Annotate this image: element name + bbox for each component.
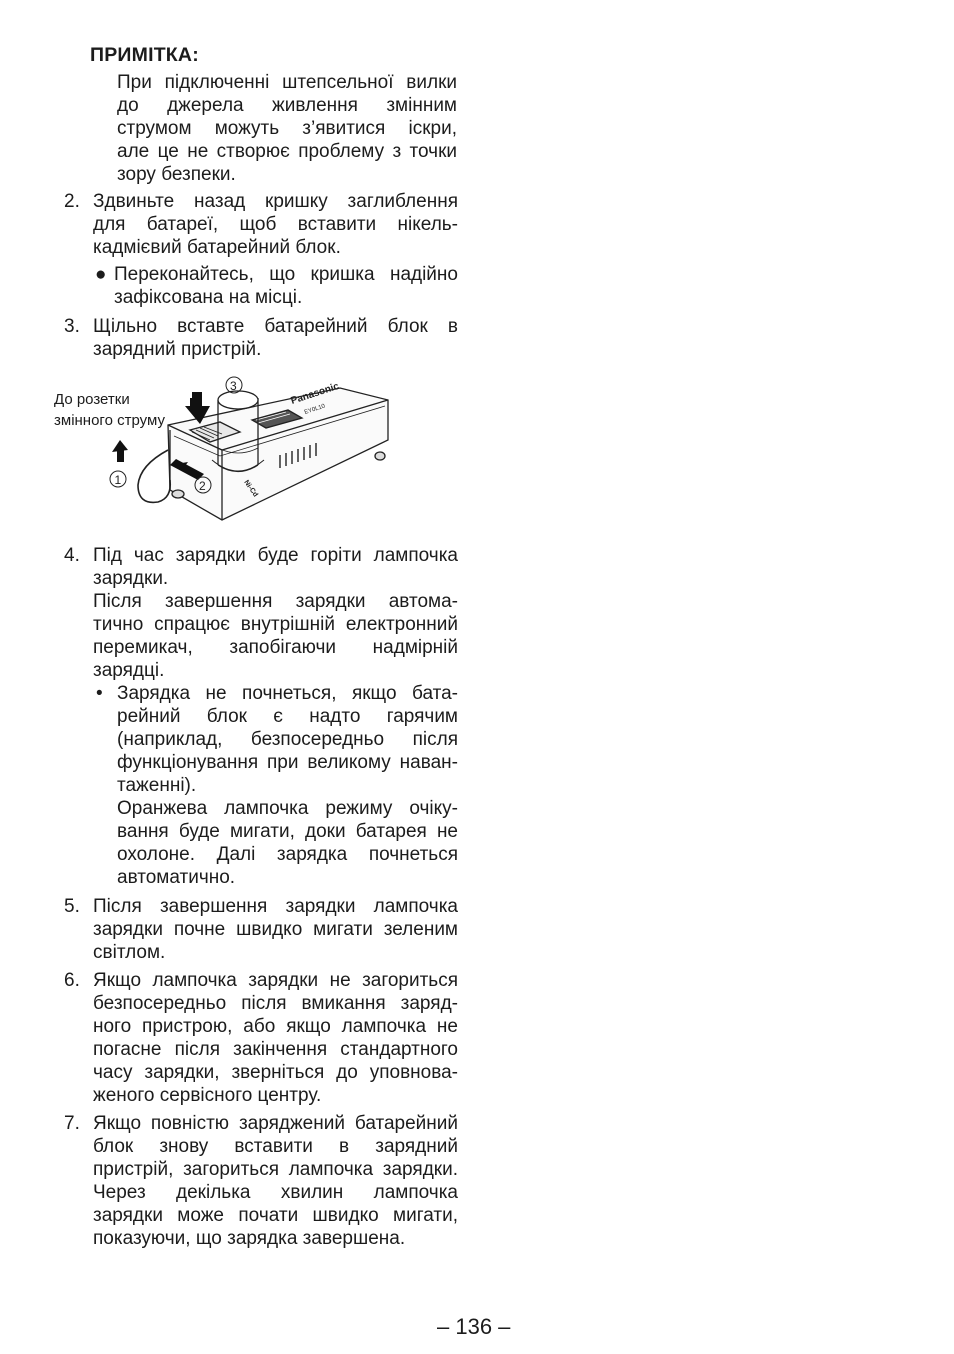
- step-line: безпосередньо після вмикання заряд-: [93, 993, 458, 1014]
- step-para-line: Після завершення зарядки автома-: [93, 591, 458, 612]
- bullet-line: функціонування при великому наван-: [117, 752, 458, 773]
- note-line: При підключенні штепсельної вилки: [117, 72, 457, 93]
- step-number: 3.: [64, 316, 80, 337]
- step-line: часу зарядки, зверніться до уповнова-: [93, 1062, 458, 1083]
- bullet-para-line: вання буде мигати, доки батарея не: [117, 821, 458, 842]
- step-line: Через декілька хвилин лампочка: [93, 1182, 458, 1203]
- step-line: показуючи, що зарядка завершена.: [93, 1228, 406, 1249]
- note-line: зору безпеки.: [117, 164, 236, 185]
- page-number: – 136 –: [437, 1314, 511, 1339]
- bullet-line: зафіксована на місці.: [114, 287, 303, 308]
- note-line: до джерела живлення змінним: [117, 95, 457, 116]
- step-line: блок знову вставити в зарядний: [93, 1136, 458, 1157]
- step-line: женого сервісного центру.: [93, 1085, 322, 1106]
- step-line: ного пристрою, або якщо лампочка не: [93, 1016, 458, 1037]
- bullet-marker: •: [96, 683, 103, 704]
- step-line: погасне після закінчення стандартного: [93, 1039, 458, 1060]
- bullet-para-line: охолоне. Далі зарядка почнеться: [117, 844, 458, 865]
- step-line: Щільно вставте батарейний блок в: [93, 316, 458, 337]
- callout-1: 1: [114, 473, 122, 487]
- outlet-label-line2: змінного струму: [54, 412, 165, 429]
- step-line: Якщо лампочка зарядки не загориться: [93, 970, 458, 991]
- step-number: 2.: [64, 191, 80, 212]
- step-line: для батареї, щоб вставити нікель-: [93, 214, 458, 235]
- step-line: світлом.: [93, 942, 166, 963]
- note-line: але це не створює проблему з точки: [117, 141, 457, 162]
- note-heading: ПРИМІТКА:: [90, 44, 199, 66]
- callout-3: 3: [230, 379, 237, 393]
- bullet-line: Переконайтесь, що кришка надійно: [114, 264, 458, 285]
- bullet-line: рейний блок є надто гарячим: [117, 706, 458, 727]
- step-number: 7.: [64, 1113, 80, 1134]
- bullet-marker: ●: [95, 264, 107, 285]
- bullet-para-line: Оранжева лампочка режиму очіку-: [117, 798, 458, 819]
- bullet-line: таженні).: [117, 775, 197, 796]
- step-number: 5.: [64, 896, 80, 917]
- step-line: Здвиньте назад кришку заглиблення: [93, 191, 458, 212]
- step-number: 6.: [64, 970, 80, 991]
- charger-figure: [40, 370, 400, 545]
- brand-text: Panasonic: [289, 380, 341, 407]
- bullet-para-line: автоматично.: [117, 867, 236, 888]
- model-text: EY0L10: [303, 403, 326, 416]
- callout-2: 2: [199, 479, 206, 493]
- step-line: зарядки може почати швидко мигати,: [93, 1205, 458, 1226]
- battery-type-text: Ni-Cd: [242, 479, 259, 499]
- step-line: зарядки.: [93, 568, 169, 589]
- step-line: пристрій, загориться лампочка зарядки.: [93, 1159, 458, 1180]
- step-line: кадмієвий батарейний блок.: [93, 237, 341, 258]
- bullet-line: (наприклад, безпосередньо після: [117, 729, 458, 750]
- charger-illustration: [40, 370, 400, 545]
- note-line: струмом можуть з’явитися іскри,: [117, 118, 457, 139]
- step-line: Під час зарядки буде горіти лампочка: [93, 545, 458, 566]
- step-line: зарядки почне швидко мигати зеленим: [93, 919, 458, 940]
- outlet-label-line1: До розетки: [54, 391, 130, 408]
- step-para-line: зарядці.: [93, 660, 165, 681]
- bullet-line: Зарядка не почнеться, якщо бата-: [117, 683, 458, 704]
- step-para-line: тично спрацює внутрішній електронний: [93, 614, 458, 635]
- step-number: 4.: [64, 545, 80, 566]
- step-para-line: перемикач, запобігаючи надмірній: [93, 637, 458, 658]
- step-line: зарядний пристрій.: [93, 339, 262, 360]
- step-line: Якщо повністю заряджений батарейний: [93, 1113, 458, 1134]
- step-line: Після завершення зарядки лампочка: [93, 896, 458, 917]
